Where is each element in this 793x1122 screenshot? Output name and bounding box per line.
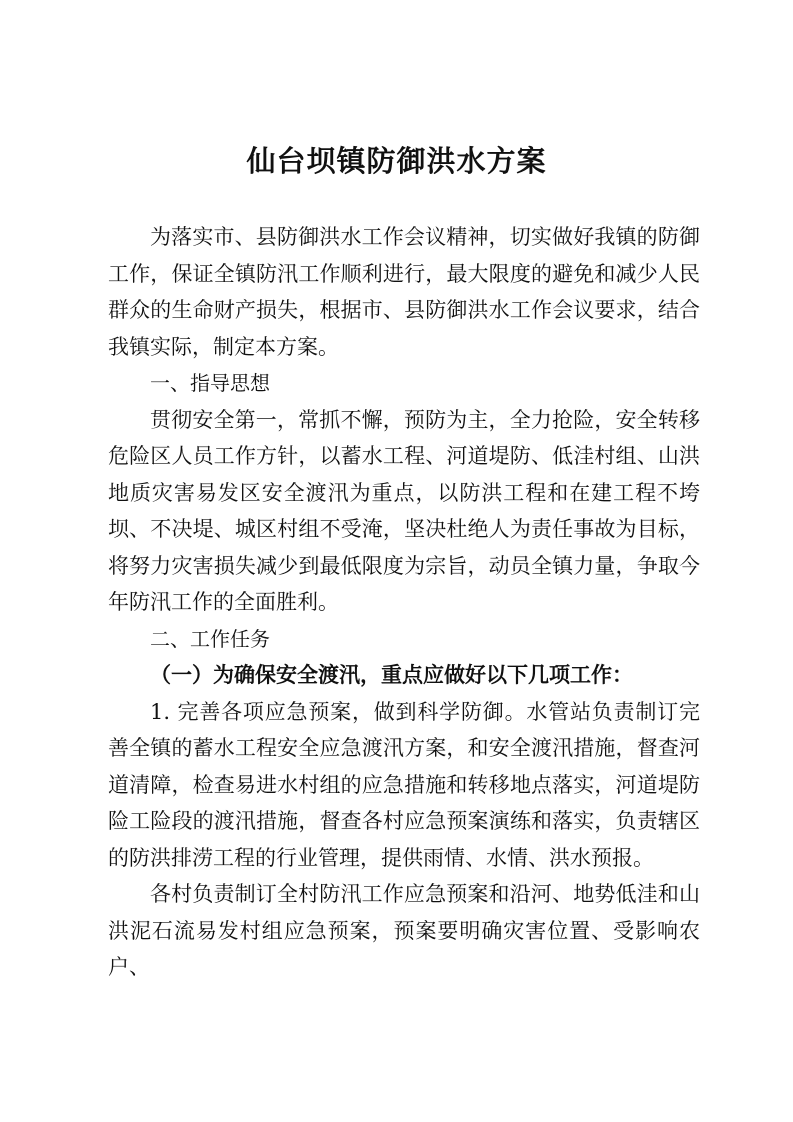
document-body [108, 219, 700, 986]
subsection-heading-safe-flood-season: （一）为确保安全渡汛，重点应做好以下几项工作： [150, 662, 633, 687]
village-plan-paragraph: 各村负责制订全村防汛工作应急预案和沿河、地势低洼和山洪泥石流易发村组应急预案，预案要明确灾害位置、受影响农户、 [108, 882, 700, 979]
intro-paragraph: 为落实市、县防御洪水工作会议精神，切实做好我镇的防御工作，保证全镇防汛工作顺利进行，最大限度的避免和减少人民群众的生命财产损失，根据市、县防御洪水工作会议要求，结合我镇实际，制定本方案。 [108, 225, 700, 359]
section-heading-work-tasks: 二、工作任务 [150, 626, 270, 651]
document-title: 仙台坝镇防御洪水方案 [246, 144, 547, 178]
task-item-1-paragraph: 1. 完善各项应急预案，做到科学防御。水管站负责制订完善全镇的蓄水工程安全应急渡汛方案，和安全渡汛措施，督查河道清障，检查易进水村组的应急措施和转移地点落实，河道堤防险工险段的渡汛措施，督查各村应急预案演练和落实，负责辖区的防洪排涝工程的行业管理，提供雨情、水情、洪水预报。 [108, 699, 700, 870]
guiding-ideology-paragraph: 贯彻安全第一，常抓不懈，预防为主，全力抢险，安全转移危险区人员工作方针，以蓄水工程、河道堤防、低洼村组、山洪地质灾害易发区安全渡汛为重点，以防洪工程和在建工程不垮坝、不决堤、城区村组不受淹，坚决杜绝人为责任事故为目标，将努力灾害损失减少到最低限度为宗旨，动员全镇力量，争取今年防汛工作的全面胜利。 [108, 407, 700, 614]
section-heading-guiding-ideology: 一、指导思想 [150, 371, 270, 395]
